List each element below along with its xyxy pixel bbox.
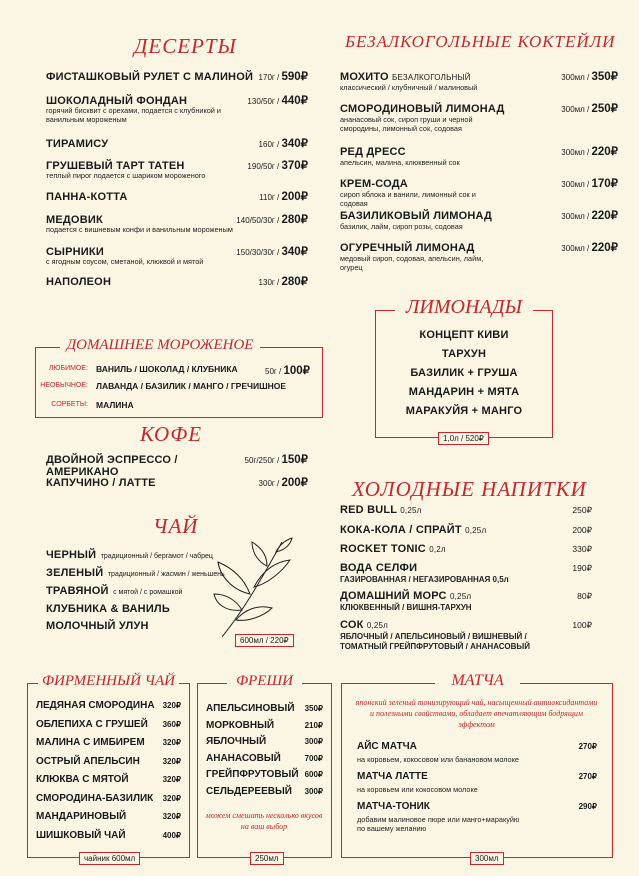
cold-price: 100₽ bbox=[572, 620, 592, 630]
dessert-price: 130г / 280₽ bbox=[258, 276, 308, 288]
cold-description: ЯБЛОЧНЫЙ / АПЕЛЬСИНОВЫЙ / ВИШНЕВЫЙ / ТОМАТНЫЙ ГРЕЙПФРУТОВЫЙ / АНАНАСОВЫЙ bbox=[340, 632, 530, 651]
dessert-item bbox=[46, 189, 308, 203]
signature-tea-name: СМОРОДИНА-БАЗИЛИК bbox=[36, 792, 154, 804]
fresh-name: АНАНАСОВЫЙ bbox=[206, 752, 281, 764]
cocktail-price: 300мл / 220₽ bbox=[561, 242, 618, 254]
matcha-tag: 300мл bbox=[470, 852, 504, 865]
dessert-price: 160г / 340₽ bbox=[258, 138, 308, 150]
signature-tea-price: 360₽ bbox=[162, 719, 181, 729]
dessert-item bbox=[46, 244, 308, 258]
icecream-title: ДОМАШНЕЕ МОРОЖЕНОЕ bbox=[60, 337, 260, 354]
tea-item bbox=[46, 545, 213, 563]
coffee-name: КАПУЧИНО / ЛАТТЕ bbox=[46, 477, 156, 489]
fresh-price: 600₽ bbox=[304, 770, 323, 779]
signature-tea-item bbox=[36, 737, 181, 748]
cold-item bbox=[340, 543, 592, 555]
dessert-name: ПАННА-КОТТА bbox=[46, 191, 128, 203]
cocktail-description: классический / клубничный / малиновый bbox=[340, 83, 478, 92]
dessert-description: подается с вишневым конфи и ванильным мороженым bbox=[46, 225, 233, 234]
cocktail-item bbox=[340, 208, 618, 222]
nonalc-title: БЕЗАЛКОГОЛЬНЫЕ КОКТЕЙЛИ bbox=[345, 32, 616, 51]
dessert-name: МЕДОВИК bbox=[46, 214, 103, 226]
dessert-name: СЫРНИКИ bbox=[46, 246, 104, 258]
fresh-price: 300₽ bbox=[304, 737, 323, 746]
dessert-price-value: 370₽ bbox=[281, 160, 308, 172]
cocktail-price-value: 250₽ bbox=[591, 103, 618, 115]
cold-name-wrap bbox=[340, 562, 417, 574]
coffee-title: КОФЕ bbox=[140, 422, 203, 446]
cocktail-subtitle: БЕЗАЛКОГОЛЬНЫЙ bbox=[392, 73, 471, 82]
dessert-name: ГРУШЕВЫЙ ТАРТ ТАТЕН bbox=[46, 160, 185, 172]
fresh-item bbox=[206, 753, 323, 764]
coffee-weight: 300г bbox=[258, 479, 275, 488]
leaf-branch-illustration bbox=[212, 532, 296, 642]
dessert-name: ШОКОЛАДНЫЙ ФОНДАН bbox=[46, 95, 188, 107]
signature-tea-item bbox=[36, 774, 181, 785]
cocktail-price: 300мл / 170₽ bbox=[561, 178, 618, 190]
cold-name-wrap bbox=[340, 524, 486, 536]
lemonade-item: БАЗИЛИК + ГРУША bbox=[410, 367, 518, 379]
dessert-price-value: 280₽ bbox=[281, 276, 308, 288]
coffee-price: 50г/250г / 150₽ bbox=[244, 454, 308, 466]
cocktail-name: СМОРОДИНОВЫЙ ЛИМОНАД bbox=[340, 103, 505, 115]
signature-tea-name: ОСТРЫЙ АПЕЛЬСИН bbox=[36, 755, 140, 767]
signature-tea-price: 400₽ bbox=[162, 830, 181, 840]
dessert-description: горячий бисквит с орехами, подается с клубникой и ванильным мороженым bbox=[46, 106, 221, 124]
cocktail-price-value: 220₽ bbox=[591, 146, 618, 158]
cocktail-name: КРЕМ-СОДА bbox=[340, 178, 408, 190]
dessert-price: 190/50г / 370₽ bbox=[247, 160, 308, 172]
cold-item bbox=[340, 524, 592, 536]
cocktail-price: 300мл / 220₽ bbox=[561, 146, 618, 158]
matcha-description: добавим малиновое пюре или манго+маракуйю по вашему желанию bbox=[357, 815, 520, 833]
tea-title: ЧАЙ bbox=[153, 514, 199, 538]
dessert-name: НАПОЛЕОН bbox=[46, 276, 112, 288]
cold-item bbox=[340, 504, 592, 516]
dessert-weight: 160г bbox=[258, 140, 275, 149]
cocktail-name-wrap bbox=[340, 178, 408, 190]
fresh-title: ФРЕШИ bbox=[227, 673, 302, 690]
signature-tea-item bbox=[36, 830, 181, 841]
tea-item bbox=[46, 563, 225, 581]
cocktail-item bbox=[340, 101, 618, 115]
signature-tea-price: 320₽ bbox=[162, 793, 181, 803]
tea-name: ЧЕРНЫЙ bbox=[46, 549, 97, 561]
cocktail-volume: 300мл bbox=[561, 73, 585, 82]
matcha-name: МАТЧА ЛАТТЕ bbox=[357, 771, 428, 782]
dessert-item bbox=[46, 136, 308, 150]
signature-tea-name: ОБЛЕПИХА С ГРУШЕЙ bbox=[36, 718, 148, 730]
cocktail-name: ОГУРЕЧНЫЙ ЛИМОНАД bbox=[340, 242, 475, 254]
cold-volume: 0,2л bbox=[429, 545, 446, 554]
cocktail-volume: 300мл bbox=[561, 244, 585, 253]
dessert-weight: 170г bbox=[258, 73, 275, 82]
cold-description: ГАЗИРОВАННАЯ / НЕГАЗИРОВАННАЯ 0,5л bbox=[340, 575, 509, 584]
cold-name: ДОМАШНИЙ МОРС bbox=[340, 590, 447, 602]
signature-tea-item bbox=[36, 700, 181, 711]
tea-item bbox=[46, 581, 182, 599]
dessert-price: 110г / 200₽ bbox=[259, 191, 308, 203]
signature-tea-price: 320₽ bbox=[162, 738, 181, 747]
tea-name: ЗЕЛЕНЫЙ bbox=[46, 567, 104, 579]
tea-note: с мятой / с ромашкой bbox=[113, 589, 183, 596]
lemonade-item: ТАРХУН bbox=[441, 348, 487, 360]
coffee-price-value: 150₽ bbox=[281, 454, 308, 466]
cocktail-description: сироп яблока и ванили, лимонный сок и содовая bbox=[340, 190, 476, 208]
cocktail-description: медовый сироп, содовая, апельсин, лайм, огурец bbox=[340, 254, 484, 272]
cocktail-volume: 300мл bbox=[561, 148, 585, 157]
cocktail-name-wrap bbox=[340, 103, 505, 115]
matcha-price: 290₽ bbox=[578, 802, 597, 811]
dessert-item bbox=[46, 212, 308, 226]
dessert-weight: 140/50/30г bbox=[236, 216, 275, 225]
cold-price: 190₽ bbox=[572, 563, 592, 573]
cold-price: 330₽ bbox=[572, 544, 592, 554]
matcha-item bbox=[357, 771, 597, 782]
signature-tea-item bbox=[36, 719, 181, 730]
signature-tea-price: 320₽ bbox=[162, 775, 181, 784]
lemonade-item: КОНЦЕПТ КИВИ bbox=[419, 329, 509, 341]
fresh-price: 210₽ bbox=[304, 720, 323, 730]
cocktail-name: РЕД ДРЕСС bbox=[340, 146, 406, 158]
lemonade-item: МАНДАРИН + МЯТА bbox=[408, 386, 520, 398]
cold-item bbox=[340, 619, 592, 631]
matcha-price: 270₽ bbox=[578, 772, 597, 781]
signature-tea-price: 320₽ bbox=[162, 756, 181, 766]
matcha-name: МАТЧА-ТОНИК bbox=[357, 801, 430, 812]
dessert-description: с ягодным соусом, сметаной, клюквой и мятой bbox=[46, 257, 204, 266]
signature-tea-item bbox=[36, 756, 181, 767]
matcha-description: на коровьем, кокосовом или банановом молоке bbox=[357, 755, 519, 764]
lemonades-volume-tag: 1,0л / 520₽ bbox=[438, 432, 489, 445]
matcha-name: АЙС МАТЧА bbox=[357, 741, 417, 752]
icecream-price: 50г / 100₽ bbox=[265, 365, 311, 377]
dessert-weight: 130г bbox=[258, 278, 275, 287]
cocktail-item bbox=[340, 176, 618, 190]
signature-tea-name: МАЛИНА С ИМБИРЕМ bbox=[36, 737, 145, 748]
coffee-price-value: 200₽ bbox=[281, 477, 308, 489]
cocktail-volume: 300мл bbox=[561, 180, 585, 189]
fresh-item bbox=[206, 720, 323, 731]
dessert-price: 140/50/30г / 280₽ bbox=[236, 214, 308, 226]
fresh-name: ГРЕЙПФРУТОВЫЙ bbox=[206, 769, 299, 780]
dessert-price-value: 340₽ bbox=[281, 138, 308, 150]
cocktail-name-wrap bbox=[340, 210, 492, 222]
matcha-description: на коровьем или кокосовом молоке bbox=[357, 785, 478, 794]
tea-name: ТРАВЯНОЙ bbox=[46, 585, 109, 597]
cold-name-wrap bbox=[340, 619, 388, 631]
fresh-name: МОРКОВНЫЙ bbox=[206, 719, 275, 731]
tea-item bbox=[46, 599, 170, 617]
dessert-item bbox=[46, 93, 308, 107]
dessert-weight: 110г bbox=[259, 193, 275, 202]
fresh-tag: 250мл bbox=[250, 852, 284, 865]
fresh-name: АПЕЛЬСИНОВЫЙ bbox=[206, 703, 295, 714]
matcha-title: МАТЧА bbox=[435, 672, 520, 690]
dessert-weight: 130/50г bbox=[247, 97, 275, 106]
cold-volume: 0,25л bbox=[449, 592, 472, 601]
cocktail-name-wrap bbox=[340, 71, 471, 83]
dessert-item bbox=[46, 69, 308, 83]
cocktail-price: 300мл / 250₽ bbox=[561, 103, 618, 115]
cocktail-price-value: 350₽ bbox=[591, 71, 618, 83]
dessert-price-value: 590₽ bbox=[281, 71, 308, 83]
cold-price: 80₽ bbox=[577, 591, 592, 601]
cold-price: 250₽ bbox=[572, 505, 592, 515]
cocktail-name-wrap bbox=[340, 146, 406, 158]
dessert-price: 170г / 590₽ bbox=[258, 71, 308, 83]
dessert-description: теплый пирог подается с шариком мороженого bbox=[46, 171, 206, 180]
coffee-item bbox=[46, 475, 308, 489]
cold-title: ХОЛОДНЫЕ НАПИТКИ bbox=[352, 477, 587, 501]
cocktail-name: БАЗИЛИКОВЫЙ ЛИМОНАД bbox=[340, 210, 493, 222]
cold-name: СОК bbox=[340, 619, 364, 631]
cold-name-wrap bbox=[340, 504, 422, 516]
coffee-name: ДВОЙНОЙ ЭСПРЕССО / АМЕРИКАНО bbox=[46, 454, 178, 478]
cocktail-price-value: 220₽ bbox=[591, 210, 618, 222]
cocktail-volume: 300мл bbox=[561, 212, 585, 221]
icecream-flavors: ЛАВАНДА / БАЗИЛИК / МАНГО / ГРЕЧИШНОЕ bbox=[96, 381, 287, 391]
cocktail-name-wrap bbox=[340, 242, 475, 254]
dessert-price: 130/50г / 440₽ bbox=[247, 95, 308, 107]
cold-name: КОКА-КОЛА / СПРАЙТ bbox=[340, 524, 462, 536]
dessert-price-value: 200₽ bbox=[281, 191, 308, 203]
matcha-item bbox=[357, 741, 597, 752]
icecream-flavors: ВАНИЛЬ / ШОКОЛАД / КЛУБНИКА bbox=[96, 364, 238, 374]
icecream-label: ЛЮБИМОЕ: bbox=[48, 365, 88, 372]
cold-item bbox=[340, 590, 592, 602]
dessert-price-value: 440₽ bbox=[281, 95, 308, 107]
cocktail-price: 300мл / 220₽ bbox=[561, 210, 618, 222]
tea-item bbox=[46, 616, 149, 634]
desserts-title: ДЕСЕРТЫ bbox=[134, 34, 237, 58]
cocktail-price-value: 170₽ bbox=[591, 178, 618, 190]
signature-tea-item bbox=[36, 793, 181, 804]
tea-name: КЛУБНИКА & ВАНИЛЬ bbox=[46, 603, 170, 615]
signature-tea-name: КЛЮКВА С МЯТОЙ bbox=[36, 774, 129, 785]
signature-tea-name: МАНДАРИНОВЫЙ bbox=[36, 811, 127, 822]
fresh-item bbox=[206, 769, 323, 780]
dessert-weight: 190/50г bbox=[247, 162, 275, 171]
cold-volume: 0,25л bbox=[366, 621, 389, 630]
cocktail-name: МОХИТО bbox=[340, 71, 389, 83]
fresh-item bbox=[206, 736, 323, 747]
tea-volume-tag: 600мл / 220₽ bbox=[235, 634, 294, 647]
lemonade-item: МАРАКУЙЯ + МАНГО bbox=[405, 405, 523, 417]
cocktail-price: 300мл / 350₽ bbox=[561, 71, 618, 83]
signature-tea-tag: чайник 600мл bbox=[79, 852, 140, 865]
coffee-weight: 50г/250г bbox=[244, 456, 275, 465]
cocktail-volume: 300мл bbox=[561, 105, 585, 114]
fresh-name: СЕЛЬДЕРЕЕВЫЙ bbox=[206, 785, 292, 797]
cocktail-item bbox=[340, 240, 618, 254]
icecream-label: НЕОБЫЧНОЕ: bbox=[40, 382, 88, 389]
dessert-price-value: 340₽ bbox=[281, 246, 308, 258]
cold-name: RED BULL bbox=[340, 504, 398, 516]
dessert-weight: 150/30/30г bbox=[236, 248, 275, 257]
cold-price: 200₽ bbox=[572, 525, 592, 535]
icecream-label: СОРБЕТЫ: bbox=[51, 401, 88, 408]
cocktail-description: ананасовый сок, сироп груши и черной смородины, лимонный сок, содовая bbox=[340, 115, 473, 133]
dessert-item bbox=[46, 158, 308, 172]
fresh-name: ЯБЛОЧНЫЙ bbox=[206, 736, 267, 747]
signature-tea-item bbox=[36, 811, 181, 822]
cocktail-item bbox=[340, 69, 618, 83]
dessert-item bbox=[46, 274, 308, 288]
fresh-price: 700₽ bbox=[304, 753, 323, 763]
cold-name: ВОДА СЕЛФИ bbox=[340, 562, 418, 574]
cocktail-description: апельсин, малина, клюквенный сок bbox=[340, 158, 460, 167]
cold-description: КЛЮКВЕННЫЙ / ВИШНЯ-ТАРХУН bbox=[340, 603, 472, 612]
cold-name-wrap bbox=[340, 543, 446, 555]
fresh-note: можем смешать несколько вкусов на ваш выбор bbox=[205, 811, 323, 831]
tea-name: МОЛОЧНЫЙ УЛУН bbox=[46, 620, 149, 632]
cold-volume: 0,25л bbox=[400, 506, 422, 515]
cold-name: ROCKET TONIC bbox=[340, 543, 426, 555]
icecream-flavors: МАЛИНА bbox=[96, 400, 134, 410]
signature-tea-price: 320₽ bbox=[162, 701, 181, 710]
signature-tea-name: ЛЕДЯНАЯ СМОРОДИНА bbox=[36, 700, 155, 711]
cocktail-price-value: 220₽ bbox=[591, 242, 618, 254]
tea-note: традиционный / бергамот / чабрец bbox=[100, 553, 213, 560]
cocktail-description: базилик, лайм, сироп розы, содовая bbox=[340, 222, 463, 231]
matcha-intro: японский зеленый тонизирующий чай, насыщенный антиоксидантами и полезными свойствами, обладает впечатляющим бодрящим эффектом bbox=[355, 698, 598, 729]
matcha-item bbox=[357, 801, 597, 812]
cold-name-wrap bbox=[340, 590, 471, 602]
dessert-name: ТИРАМИСУ bbox=[46, 138, 109, 150]
signature-tea-price: 320₽ bbox=[162, 812, 181, 821]
coffee-price: 300г / 200₽ bbox=[258, 477, 308, 489]
tea-note: традиционный / жасмин / женьшень bbox=[107, 571, 225, 578]
cocktail-item bbox=[340, 144, 618, 158]
lemonades-title: ЛИМОНАДЫ bbox=[395, 296, 533, 319]
signature-tea-title: ФИРМЕННЫЙ ЧАЙ bbox=[38, 673, 179, 690]
fresh-price: 300₽ bbox=[304, 786, 323, 796]
cold-volume: 0,25л bbox=[465, 526, 487, 535]
dessert-price: 150/30/30г / 340₽ bbox=[236, 246, 308, 258]
cold-item bbox=[340, 562, 592, 574]
dessert-price-value: 280₽ bbox=[281, 214, 308, 226]
signature-tea-name: ШИШКОВЫЙ ЧАЙ bbox=[36, 829, 126, 841]
fresh-item bbox=[206, 786, 323, 797]
matcha-price: 270₽ bbox=[578, 742, 597, 751]
dessert-name: ФИСТАШКОВЫЙ РУЛЕТ С МАЛИНОЙ bbox=[46, 71, 254, 83]
fresh-item bbox=[206, 703, 323, 714]
fresh-price: 350₽ bbox=[304, 704, 323, 713]
